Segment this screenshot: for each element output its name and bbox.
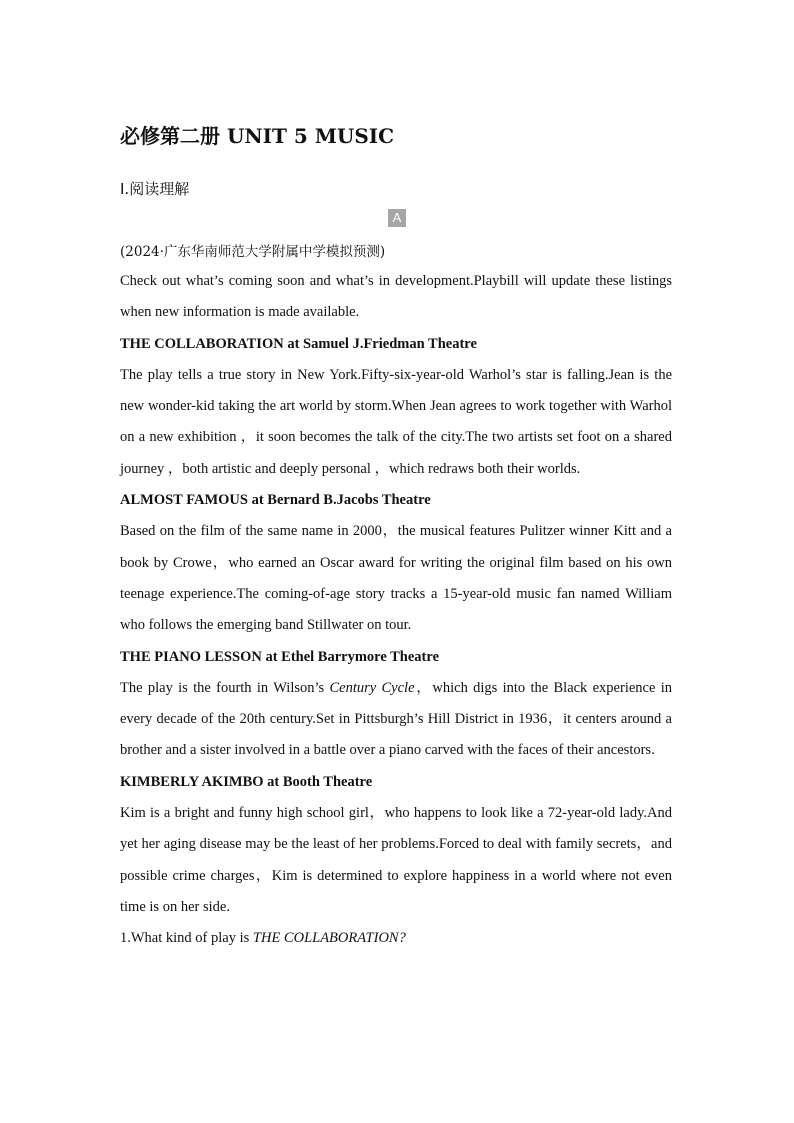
question-italic: THE COLLABORATION?: [252, 930, 406, 947]
question-prefix: 1.What kind of play is: [120, 930, 253, 947]
show-heading-kimberly-akimbo: KIMBERLY AKIMBO at Booth Theatre: [120, 773, 373, 790]
intro-paragraph: Check out what’s coming soon and what’s in development.Playbill will update these listings when new information is made available.: [120, 273, 672, 321]
show-heading-almost-famous: ALMOST FAMOUS at Bernard B.Jacobs Theatre: [120, 492, 431, 509]
show-heading-piano-lesson: THE PIANO LESSON at Ethel Barrymore Theatre: [120, 648, 439, 665]
piano-italic-title: Century Cycle: [329, 679, 415, 696]
section-heading: Ⅰ.阅读理解: [120, 180, 190, 198]
show-heading-collaboration: THE COLLABORATION at Samuel J.Friedman Theatre: [120, 335, 477, 352]
passage-label-badge: A: [388, 209, 406, 227]
passage-body: [120, 266, 672, 955]
question-1: [120, 923, 672, 954]
show-text-collaboration: The play tells a true story in New York.Fifty-six-year-old Warhol’s star is falling.Jean is the new wonder-kid taking the art world by storm.When Jean agrees to work together with Warhol on a new exhibition ，it soon becomes the talk of the city.The two artists set foot on a shared journey ，both artistic and deeply personal ，which redraws both their worlds.: [120, 366, 672, 477]
document-title: 必修第二册 UNIT 5 MUSIC: [120, 124, 395, 148]
piano-text-before: The play is the fourth in Wilson’s: [120, 679, 330, 696]
show-text-almost-famous: Based on the film of the same name in 2000，the musical features Pulitzer winner Kitt and a book by Crowe，who earned an Oscar award for writing the original film based on his own teenage experience.The coming-of-age story tracks a 15-year-old music fan named William who follows the emerging band Stillwater on tour.: [120, 523, 672, 634]
source-note: (2024·广东华南师范大学附属中学模拟预测): [120, 244, 386, 260]
show-text-piano-lesson: [120, 673, 672, 767]
show-text-kimberly-akimbo: Kim is a bright and funny high school girl，who happens to look like a 72-year-old lady.And yet her aging disease may be the least of her problems.Forced to deal with family secrets，and possible crime charges，Kim is determined to explore happiness in a world where not even time is on her side.: [120, 805, 672, 915]
piano-text-after: ，which digs into the Black experience in every decade of the 20th century.Set in Pittsburgh’s Hill District in 1936，it centers around a brother and a sister involved in a battle over a piano carved with the faces of their ancestors.: [120, 679, 672, 759]
